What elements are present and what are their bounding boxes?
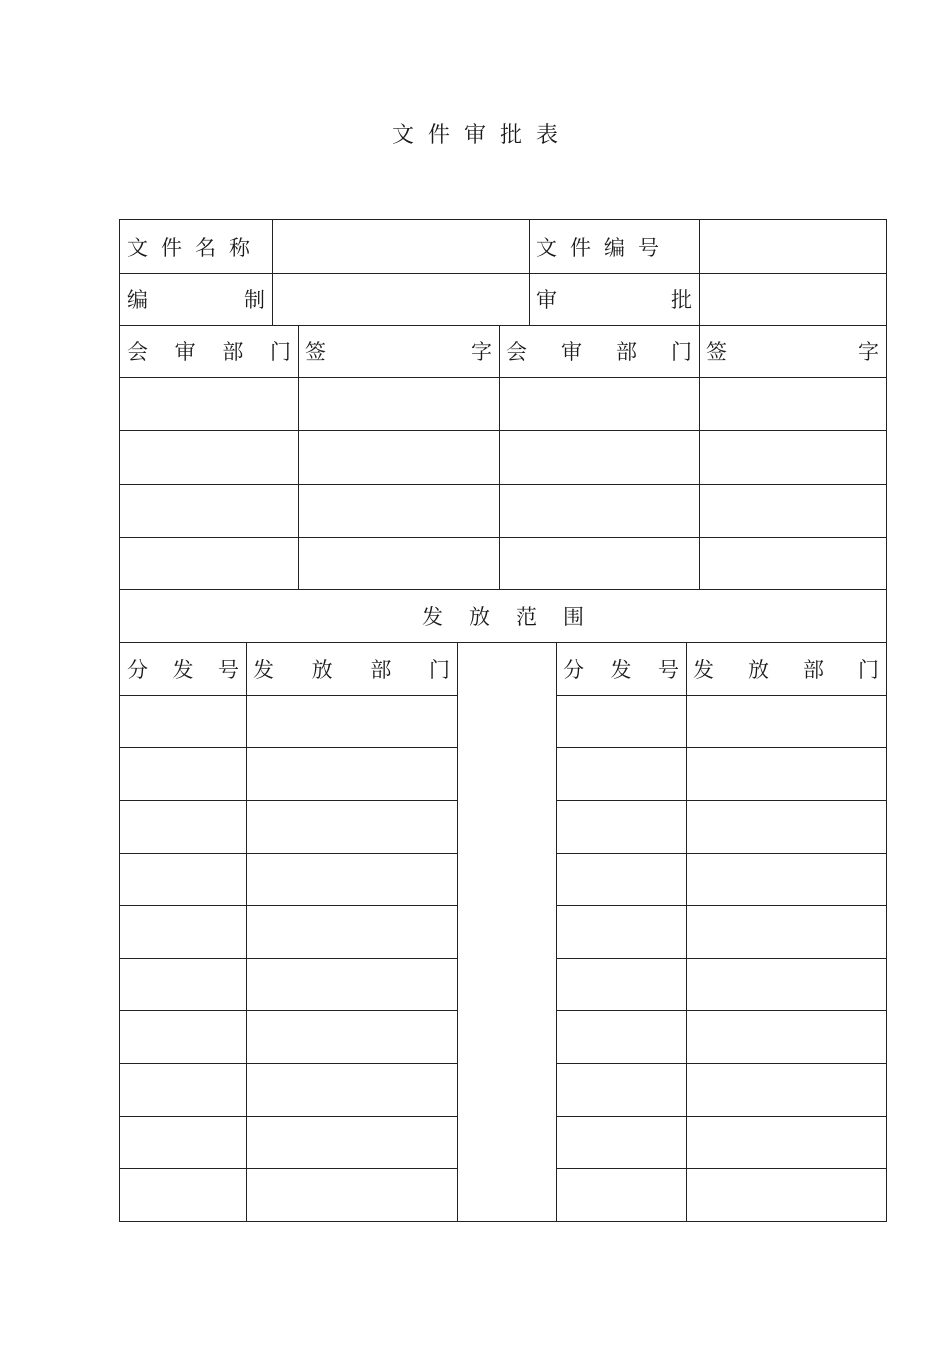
dist-number-cell[interactable] xyxy=(120,695,246,748)
file-name-field[interactable] xyxy=(272,220,529,273)
dist-dept-cell[interactable] xyxy=(246,1168,457,1221)
compiler-label xyxy=(120,273,272,325)
dist-dept-char: 部 xyxy=(803,657,824,682)
dist-dept-char: 门 xyxy=(428,657,450,682)
dist-dept-cell[interactable] xyxy=(686,1168,886,1221)
distribution-section-label: 发放范围 xyxy=(422,604,610,629)
dist-dept-char: 发 xyxy=(253,657,274,682)
dist-dept-cell[interactable] xyxy=(686,1063,886,1116)
dist-number-char: 分 xyxy=(563,657,584,682)
review-sign-cell[interactable] xyxy=(298,537,499,589)
dist-dept-cell[interactable] xyxy=(686,1116,886,1169)
dist-number-cell[interactable] xyxy=(120,1010,246,1063)
dist-number-cell[interactable] xyxy=(556,1010,686,1063)
compiler-field[interactable] xyxy=(272,273,529,325)
signature-label-right xyxy=(699,325,886,377)
approver-label-char: 审 xyxy=(536,288,557,312)
dist-dept-char: 部 xyxy=(370,657,392,682)
review-dept-cell[interactable] xyxy=(120,377,298,430)
review-dept-char: 部 xyxy=(222,340,244,364)
dist-dept-cell[interactable] xyxy=(246,905,457,958)
dist-dept-char: 放 xyxy=(311,657,333,682)
dist-dept-cell[interactable] xyxy=(686,853,886,906)
dist-number-cell[interactable] xyxy=(120,1168,246,1221)
review-dept-cell[interactable] xyxy=(120,430,298,484)
review-sign-cell[interactable] xyxy=(298,377,499,430)
dist-dept-cell[interactable] xyxy=(246,853,457,906)
dist-dept-char: 放 xyxy=(748,657,769,682)
distribution-gutter xyxy=(457,642,556,1221)
review-sign-cell[interactable] xyxy=(699,430,886,484)
signature-label-left xyxy=(298,325,499,377)
approver-label-char: 批 xyxy=(671,288,692,312)
dist-number-char: 发 xyxy=(610,657,632,682)
dist-number-cell[interactable] xyxy=(120,747,246,800)
file-number-field[interactable] xyxy=(699,220,886,273)
dist-number-cell[interactable] xyxy=(556,800,686,853)
review-dept-cell[interactable] xyxy=(499,537,699,589)
review-dept-label-right xyxy=(499,325,699,377)
review-dept-char: 门 xyxy=(671,340,692,364)
dist-dept-cell[interactable] xyxy=(686,958,886,1011)
review-dept-cell[interactable] xyxy=(499,430,699,484)
review-dept-char: 审 xyxy=(561,340,582,364)
signature-char: 字 xyxy=(858,340,879,364)
review-sign-cell[interactable] xyxy=(699,377,886,430)
file-name-label: 文件名称 xyxy=(127,235,263,260)
dist-dept-cell[interactable] xyxy=(686,1010,886,1063)
page-title: 文件审批表 xyxy=(391,123,572,148)
review-dept-cell[interactable] xyxy=(120,537,298,589)
dist-number-cell[interactable] xyxy=(120,800,246,853)
dist-number-cell[interactable] xyxy=(120,1116,246,1169)
approval-form xyxy=(119,219,887,1222)
dist-dept-cell[interactable] xyxy=(246,958,457,1011)
dist-number-label-right xyxy=(556,642,686,695)
compiler-label-char: 编 xyxy=(127,288,148,312)
review-dept-label-left xyxy=(120,325,298,377)
dist-number-char: 号 xyxy=(658,657,679,682)
review-dept-char: 会 xyxy=(506,340,527,364)
dist-dept-cell[interactable] xyxy=(686,695,886,748)
dist-dept-char: 发 xyxy=(693,657,714,682)
dist-number-cell[interactable] xyxy=(556,695,686,748)
dist-number-label-left xyxy=(120,642,246,695)
review-dept-char: 部 xyxy=(616,340,637,364)
signature-char: 签 xyxy=(706,340,727,364)
dist-dept-cell[interactable] xyxy=(246,747,457,800)
dist-dept-cell[interactable] xyxy=(246,800,457,853)
review-dept-cell[interactable] xyxy=(499,484,699,537)
dist-dept-cell[interactable] xyxy=(686,747,886,800)
dist-dept-label-right xyxy=(686,642,886,695)
review-dept-char: 门 xyxy=(269,340,291,364)
review-dept-char: 会 xyxy=(127,340,148,364)
review-dept-cell[interactable] xyxy=(499,377,699,430)
review-dept-cell[interactable] xyxy=(120,484,298,537)
dist-number-cell[interactable] xyxy=(120,1063,246,1116)
dist-number-cell[interactable] xyxy=(556,853,686,906)
review-dept-char: 审 xyxy=(174,340,196,364)
review-sign-cell[interactable] xyxy=(699,484,886,537)
dist-dept-char: 门 xyxy=(858,657,879,682)
dist-dept-cell[interactable] xyxy=(246,1063,457,1116)
dist-dept-label-left xyxy=(246,642,457,695)
dist-number-cell[interactable] xyxy=(556,747,686,800)
dist-number-cell[interactable] xyxy=(120,853,246,906)
approver-field[interactable] xyxy=(699,273,886,325)
dist-number-cell[interactable] xyxy=(120,905,246,958)
dist-number-cell[interactable] xyxy=(556,958,686,1011)
dist-number-char: 分 xyxy=(127,657,148,682)
dist-number-cell[interactable] xyxy=(120,958,246,1011)
dist-dept-cell[interactable] xyxy=(686,905,886,958)
review-sign-cell[interactable] xyxy=(699,537,886,589)
dist-dept-cell[interactable] xyxy=(246,1116,457,1169)
dist-dept-cell[interactable] xyxy=(246,695,457,748)
file-number-label: 文件编号 xyxy=(536,235,672,260)
dist-number-char: 发 xyxy=(172,657,194,682)
dist-number-char: 号 xyxy=(218,657,239,682)
dist-number-cell[interactable] xyxy=(556,905,686,958)
dist-dept-cell[interactable] xyxy=(246,1010,457,1063)
dist-number-cell[interactable] xyxy=(556,1116,686,1169)
review-sign-cell[interactable] xyxy=(298,484,499,537)
dist-number-cell[interactable] xyxy=(556,1063,686,1116)
dist-dept-cell[interactable] xyxy=(686,800,886,853)
signature-char: 字 xyxy=(471,340,492,364)
approver-label xyxy=(529,273,699,325)
signature-char: 签 xyxy=(305,340,326,364)
review-sign-cell[interactable] xyxy=(298,430,499,484)
dist-number-cell[interactable] xyxy=(556,1168,686,1221)
compiler-label-char: 制 xyxy=(244,288,265,312)
